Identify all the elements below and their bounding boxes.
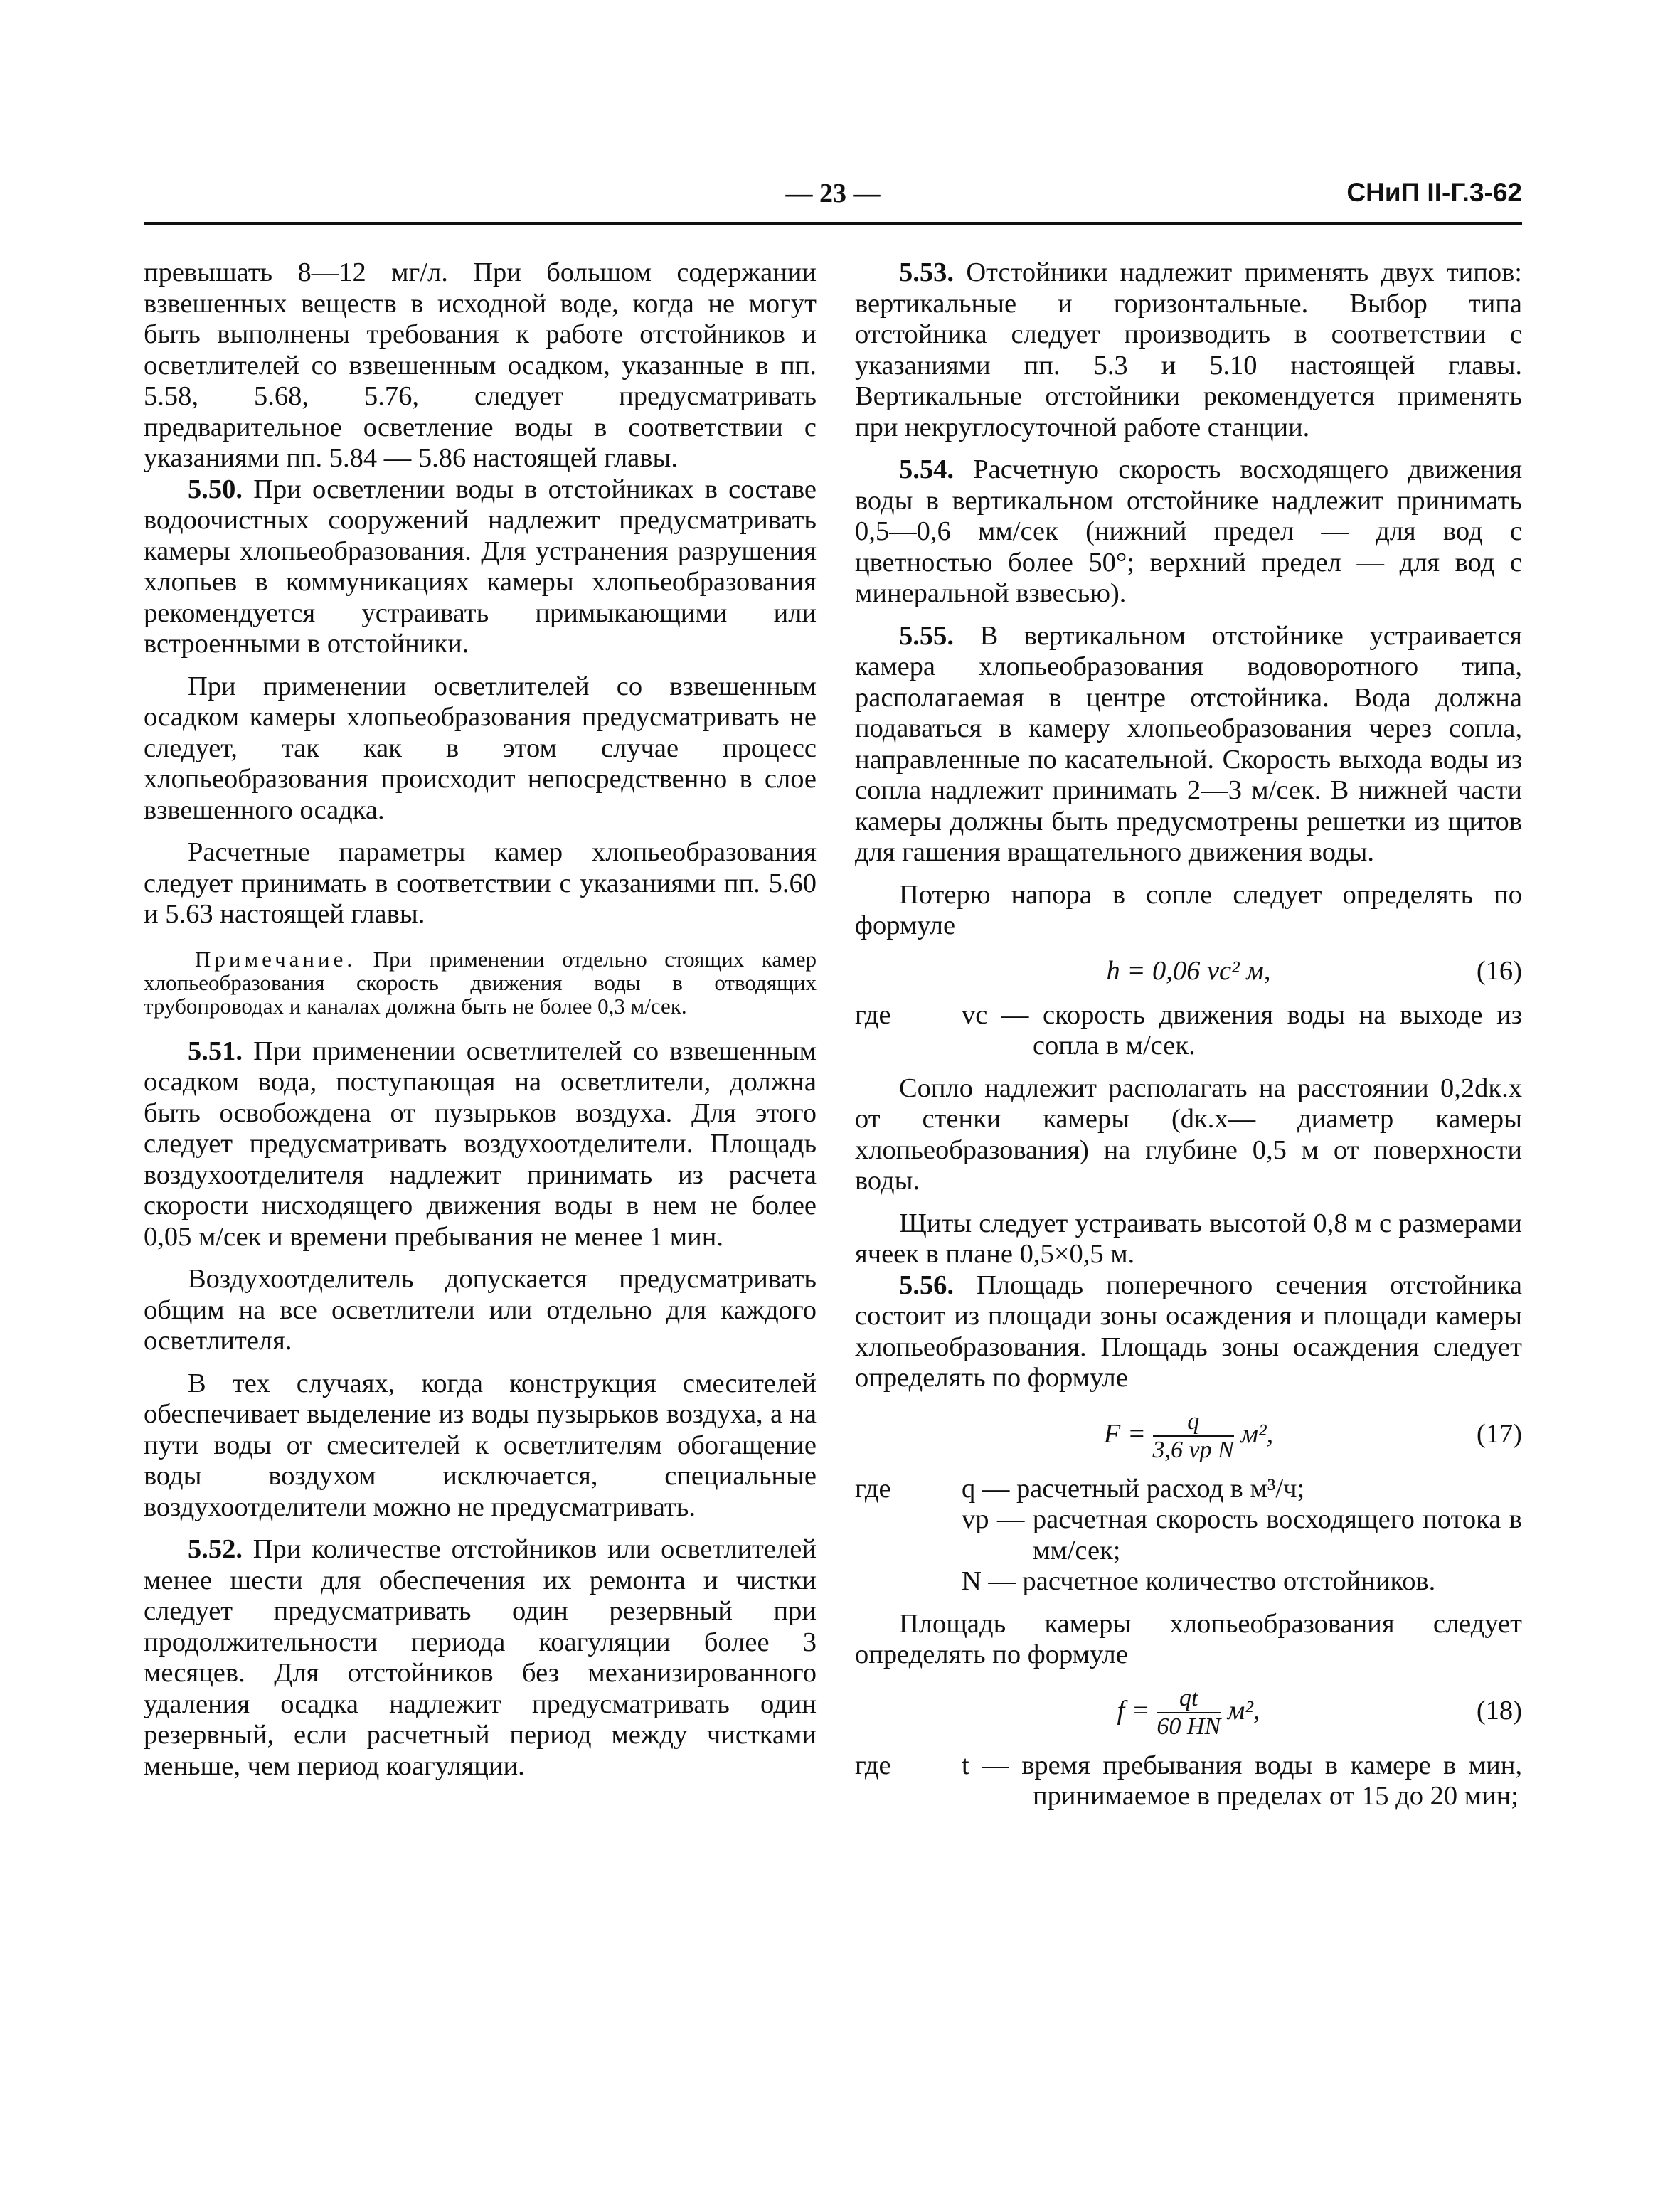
fraction-numerator: qt xyxy=(1157,1685,1221,1713)
clause-text: При количестве отстойников или осветлителей менее шести для обеспечения их ремонта и чистки следует предусматривать один резервный при продолжительности периода коагуляции более 3 месяцев. Для отстойников без механизированного удаления осадка надлежит предусматривать один резервный, если расчетный период между чистками меньше, чем период коагуляции. xyxy=(144,1534,817,1781)
document-code: СНиП II-Г.3-62 xyxy=(1346,178,1522,207)
where-label: где xyxy=(855,1473,891,1504)
clause-text: В вертикальном отстойнике устраивается камера хлопьеобразования водоворотного типа, располагаемая в центре отстойника. Вода должна подаваться в камеру хлопьеобразования через сопла, направленные по касательной. Скорость выхода воды из сопла надлежит принимать 2—3 м/сек. В нижней части камеры должны быть предусмотрены решетки из щитов для гашения вращательного движения воды. xyxy=(855,620,1523,867)
formula-16 xyxy=(855,946,1522,996)
clause-5-56 xyxy=(855,1270,1522,1394)
formula-legend xyxy=(855,1566,1522,1597)
page-number: — 23 — xyxy=(785,179,881,208)
formula-number: (18) xyxy=(1476,1695,1522,1726)
clause-5-53 xyxy=(855,257,1522,443)
paragraph: превышать 8—12 мг/л. При большом содержании взвешенных веществ в исходной воде, когда не могут быть выполнены требования к работе отстойников и осветлителей со взвешенным осадком, указанные в пп. 5.58, 5.68, 5.76, следует предусматривать предварительное осветление воды в соответствии с указаниями пп. 5.84 — 5.86 настоящей главы. xyxy=(144,257,817,473)
where-label: где xyxy=(855,999,891,1030)
legend-item: t — время пребывания воды в камере в мин, принимаемое в пределах от 15 до 20 мин; xyxy=(962,1750,1522,1811)
formula-fraction xyxy=(1153,1408,1234,1464)
clause-number: 5.54. xyxy=(899,454,954,484)
clause-text: Площадь поперечного сечения отстойника состоит из площади зоны осаждения и площади камеры хлопьеобразования. Площадь зоны осаждения следует определять по формуле xyxy=(855,1270,1523,1393)
paragraph: В тех случаях, когда конструкция смесителей обеспечивает выделение из воды пузырьков воздуха, а на пути воды от смесителей к осветлителям обогащение воды воздухом исключается, специальные воздухоотделители можно не предусматривать. xyxy=(144,1368,817,1522)
formula-fraction xyxy=(1157,1685,1221,1740)
formula-17 xyxy=(855,1398,1522,1469)
clause-number: 5.56. xyxy=(899,1270,954,1300)
formula-number: (17) xyxy=(1476,1418,1522,1449)
formula-legend xyxy=(855,1504,1522,1566)
note-text: При применении отдельно стоящих камер хлопьеобразования скорость движения воды в отводящих трубопроводах и каналах должна быть не более 0,3 м/сек. xyxy=(144,946,817,1019)
formula-lhs: f = xyxy=(1117,1695,1150,1726)
legend-item: q — расчетный расход в м³/ч; xyxy=(962,1473,1305,1504)
legend-item: vс — скорость движения воды на выходе из сопла в м/сек. xyxy=(962,999,1522,1060)
legend-item: vр — расчетная скорость восходящего потока в мм/сек; xyxy=(962,1504,1522,1565)
note-label: Примечание. xyxy=(195,946,356,972)
note xyxy=(144,947,817,1018)
clause-5-50 xyxy=(144,474,817,660)
clause-5-54 xyxy=(855,454,1522,610)
formula-18 xyxy=(855,1675,1522,1746)
clause-5-55 xyxy=(855,621,1522,868)
paragraph: Сопло надлежит располагать на расстоянии 0,2dк.х от стенки камеры (dк.х— диаметр камеры хлопьеобразования) на глубине 0,5 м от поверхности воды. xyxy=(855,1073,1522,1196)
clause-number: 5.51. xyxy=(188,1036,243,1066)
clause-5-52 xyxy=(144,1534,817,1782)
clause-text: Расчетную скорость восходящего движения воды в вертикальном отстойнике надлежит принимать 0,5—0,6 мм/сек (нижний предел — для вод с цветностью более 50°; верхний предел — для вод с минеральной взвесью). xyxy=(855,454,1522,608)
fraction-denominator: 60 HN xyxy=(1157,1713,1221,1740)
clause-text: При применении осветлителей со взвешенным осадком вода, поступающая на осветлители, должна быть освобождена от пузырьков воздуха. Для этого следует предусматривать воздухоотделители. Площадь воздухоотделителя надлежит принимать из расчета скорости нисходящего движения воды в нем не более 0,05 м/сек и времени пребывания не менее 1 мин. xyxy=(144,1036,817,1252)
fraction-numerator: q xyxy=(1153,1408,1234,1437)
paragraph: Воздухоотделитель допускается предусматривать общим на все осветлители или отдельно для каждого осветлителя. xyxy=(144,1264,817,1356)
paragraph: Потерю напора в сопле следует определять по формуле xyxy=(855,879,1522,940)
clause-number: 5.55. xyxy=(899,620,954,651)
paragraph: Щиты следует устраивать высотой 0,8 м с размерами ячеек в плане 0,5×0,5 м. xyxy=(855,1208,1522,1269)
formula-legend xyxy=(855,1750,1522,1812)
header-rule xyxy=(144,222,1522,225)
formula-legend xyxy=(855,1000,1522,1062)
formula-unit: м², xyxy=(1227,1695,1260,1726)
page-header xyxy=(144,178,1522,213)
clause-number: 5.52. xyxy=(188,1534,243,1564)
right-column xyxy=(855,257,1522,1812)
formula-legend xyxy=(855,1474,1522,1505)
legend-item: N — расчетное количество отстойников. xyxy=(962,1566,1436,1596)
clause-number: 5.53. xyxy=(899,257,954,287)
where-label: где xyxy=(855,1750,891,1780)
clause-5-51 xyxy=(144,1036,817,1253)
paragraph: Площадь камеры хлопьеобразования следует определять по формуле xyxy=(855,1608,1522,1669)
formula-lhs: F = xyxy=(1103,1418,1146,1449)
clause-number: 5.50. xyxy=(188,474,243,504)
clause-text: При осветлении воды в отстойниках в составе водоочистных сооружений надлежит предусматривать камеры хлопьеобразования. Для устранения разрушения хлопьев в коммуникациях камеры хлопьеобразования рекомендуется устраивать примыкающими или встроенными в отстойники. xyxy=(144,474,817,659)
paragraph: Расчетные параметры камер хлопьеобразования следует принимать в соответствии с указаниями пп. 5.60 и 5.63 настоящей главы. xyxy=(144,837,817,929)
formula-number: (16) xyxy=(1476,955,1522,986)
formula-expression: h = 0,06 vс² м, xyxy=(1106,955,1271,986)
clause-text: Отстойники надлежит применять двух типов: вертикальные и горизонтальные. Выбор типа отстойника следует производить в соответствии с указаниями пп. 5.3 и 5.10 настоящей главы. Вертикальные отстойники рекомендуется применять при некруглосуточной работе станции. xyxy=(855,257,1522,442)
formula-unit: м², xyxy=(1240,1418,1274,1449)
paragraph: При применении осветлителей со взвешенным осадком камеры хлопьеобразования предусматривать не следует, так как в этом случае процесс хлопьеобразования происходит непосредственно в слое взвешенного осадка. xyxy=(144,671,817,825)
left-column xyxy=(144,257,817,1782)
fraction-denominator: 3,6 vр N xyxy=(1152,1436,1234,1463)
